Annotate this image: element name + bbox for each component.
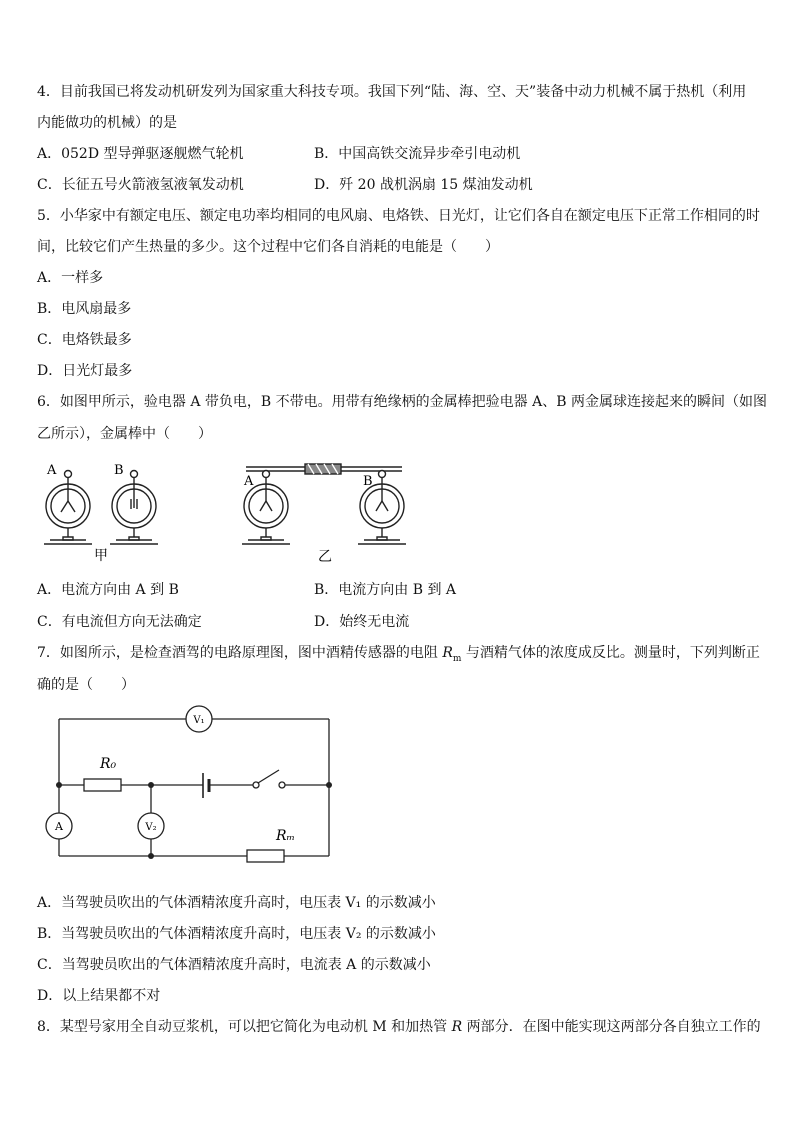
resistor-rm (247, 850, 284, 862)
q5-stem-line2: 间，比较它们产生热量的多少。这个过程中它们各自消耗的电能是（ ） (37, 239, 499, 255)
label-a-left: A (47, 463, 57, 478)
q6-option-b[interactable]: B．电流方向由 B 到 A (314, 582, 457, 598)
v1-label: V₁ (193, 715, 205, 726)
r0-label: R₀ (100, 756, 117, 772)
q6-option-c[interactable]: C．有电流但方向无法确定 (37, 614, 202, 630)
q5-option-d[interactable]: D．日光灯最多 (37, 363, 133, 379)
ammeter-label: A (55, 820, 63, 833)
electroscope-figure (30, 455, 420, 570)
q5-option-a[interactable]: A．一样多 (37, 270, 104, 286)
q7-stem-line1: 7．如图所示，是检查酒驾的电路原理图，图中酒精传感器的电阻 $R_m$ 与酒精气体的浓度成反比。测量时，下列判断正 (37, 645, 760, 664)
q7-option-a[interactable]: A．当驾驶员吹出的气体酒精浓度升高时，电压表 V₁ 的示数减小 (37, 895, 436, 911)
label-a-right: A (244, 474, 254, 489)
q6-stem-line1: 6．如图甲所示，验电器 A 带负电，B 不带电。用带有绝缘柄的金属棒把验电器 A、B 两金属球连接起来的瞬间（如图 (37, 394, 767, 410)
q6-option-a[interactable]: A．电流方向由 A 到 B (37, 582, 179, 598)
electroscope-a-left (44, 471, 92, 545)
electroscope-b-left (110, 471, 158, 545)
rm-label: Rₘ (276, 828, 296, 844)
q5-option-c[interactable]: C．电烙铁最多 (37, 332, 132, 348)
caption-jia: 甲 (94, 548, 108, 564)
q4-option-a[interactable]: A．052D 型导弹驱逐舰燃气轮机 (37, 146, 244, 162)
q6-option-d[interactable]: D．始终无电流 (314, 614, 410, 630)
q7-option-c[interactable]: C．当驾驶员吹出的气体酒精浓度升高时，电流表 A 的示数减小 (37, 957, 431, 973)
resistor-r0 (84, 779, 121, 791)
q7-option-d[interactable]: D．以上结果都不对 (37, 988, 161, 1004)
label-b-right: B (363, 474, 373, 489)
q4-option-b[interactable]: B．中国高铁交流异步牵引电动机 (314, 146, 521, 162)
q5-stem-line1: 5．小华家中有额定电压、额定电功率均相同的电风扇、电烙铁、日光灯，让它们各自在额定电压下正常工作相同的时 (37, 208, 760, 224)
q6-stem-line2: 乙所示），金属棒中（ ） (37, 426, 212, 442)
q4-option-c[interactable]: C．长征五号火箭液氢液氧发动机 (37, 177, 244, 193)
q4-option-d[interactable]: D．歼 20 战机涡扇 15 煤油发动机 (314, 177, 533, 193)
circuit-diagram (36, 703, 342, 863)
q5-option-b[interactable]: B．电风扇最多 (37, 301, 132, 317)
q4-stem-line2: 内能做功的机械）的是 (37, 115, 177, 131)
caption-yi: 乙 (318, 549, 332, 565)
q7-option-b[interactable]: B．当驾驶员吹出的气体酒精浓度升高时，电压表 V₂ 的示数减小 (37, 926, 436, 942)
label-b-left: B (114, 463, 124, 478)
v2-label: V₂ (145, 822, 157, 833)
q8-stem-line1: 8．某型号家用全自动豆浆机，可以把它简化为电动机 M 和加热管 R 两部分．在图中能实现这两部分各自独立工作的 (37, 1019, 761, 1035)
q4-stem-line1: 4．目前我国已将发动机研发列为国家重大科技专项。我国下列“陆、海、空、天”装备中动力机械不属于热机（利用 (37, 84, 747, 100)
q7-stem-line2: 确的是（ ） (37, 677, 135, 693)
